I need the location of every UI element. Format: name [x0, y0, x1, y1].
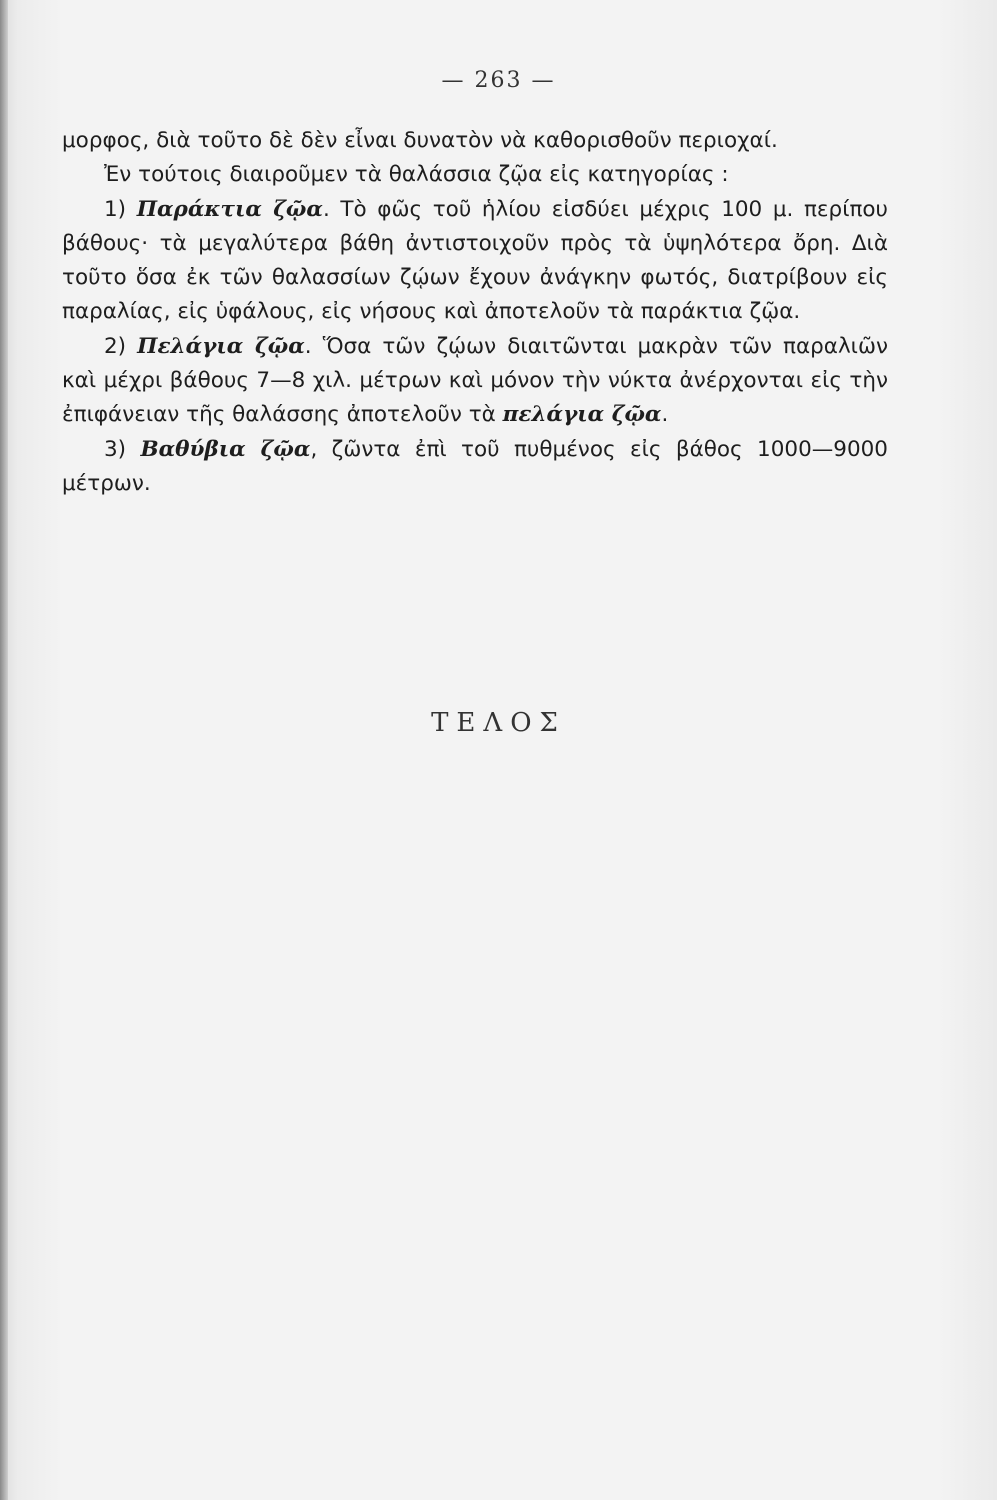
item-term: Βαθύβια ζῷα — [140, 436, 311, 462]
item-text: . Ὅσα τῶν ζῴων διαιτῶνται μακρὰν τῶν παραλιῶν καὶ μέχρι βάθους 7—8 χιλ. μέτρων καὶ μόνον τὴν νύκτα ἀνέρχονται εἰς τὴν ἐπιφάνειαν τῆς θαλάσσης ἀποτελοῦν τὰ — [62, 333, 888, 428]
intro-paragraph: Ἐν τούτοις διαιροῦμεν τὰ θαλάσσια ζῷα εἰς κατηγορίας : — [104, 162, 729, 188]
continuation-text: μορφος, διὰ τοῦτο δὲ δὲν εἶναι δυνατὸν νὰ καθορισθοῦν περιοχαί. — [62, 128, 778, 153]
item-text-end: . — [661, 402, 669, 428]
item-number: 1) — [104, 196, 127, 222]
item-term: Πελάγια ζῷα — [137, 333, 305, 359]
item-term-end: πελάγια ζῷα — [502, 402, 662, 428]
body-text — [62, 124, 888, 501]
item-term: Παράκτια ζῷα — [136, 196, 323, 222]
item-coastal — [62, 193, 888, 330]
page-number: — 263 — — [441, 68, 556, 93]
binding-edge — [0, 0, 8, 1500]
item-number: 3) — [104, 436, 127, 462]
item-abyssal — [62, 433, 888, 502]
item-text: . Τὸ φῶς τοῦ ἡλίου εἰσδύει μέχρις 100 μ. περίπου βάθους· τὰ μεγαλύτερα βάθη ἀντιστοιχοῦν πρὸς τὰ ὑψηλότερα ὄρη. Διὰ τοῦτο ὅσα ἐκ τῶν θαλασσίων ζῴων ἔχουν ἀνάγκην φωτός, διατρίβουν εἰς παραλίας, εἰς ὑφάλους, εἰς νήσους καὶ ἀποτελοῦν τὰ παράκτια ζῷα. — [62, 196, 889, 325]
ending-word: ΤΕΛΟΣ — [431, 708, 566, 738]
item-text: , ζῶντα ἐπὶ τοῦ πυθμένος εἰς βάθος 1000—9000 μέτρων. — [62, 436, 888, 496]
item-pelagic — [62, 330, 888, 433]
item-number: 2) — [104, 333, 127, 359]
